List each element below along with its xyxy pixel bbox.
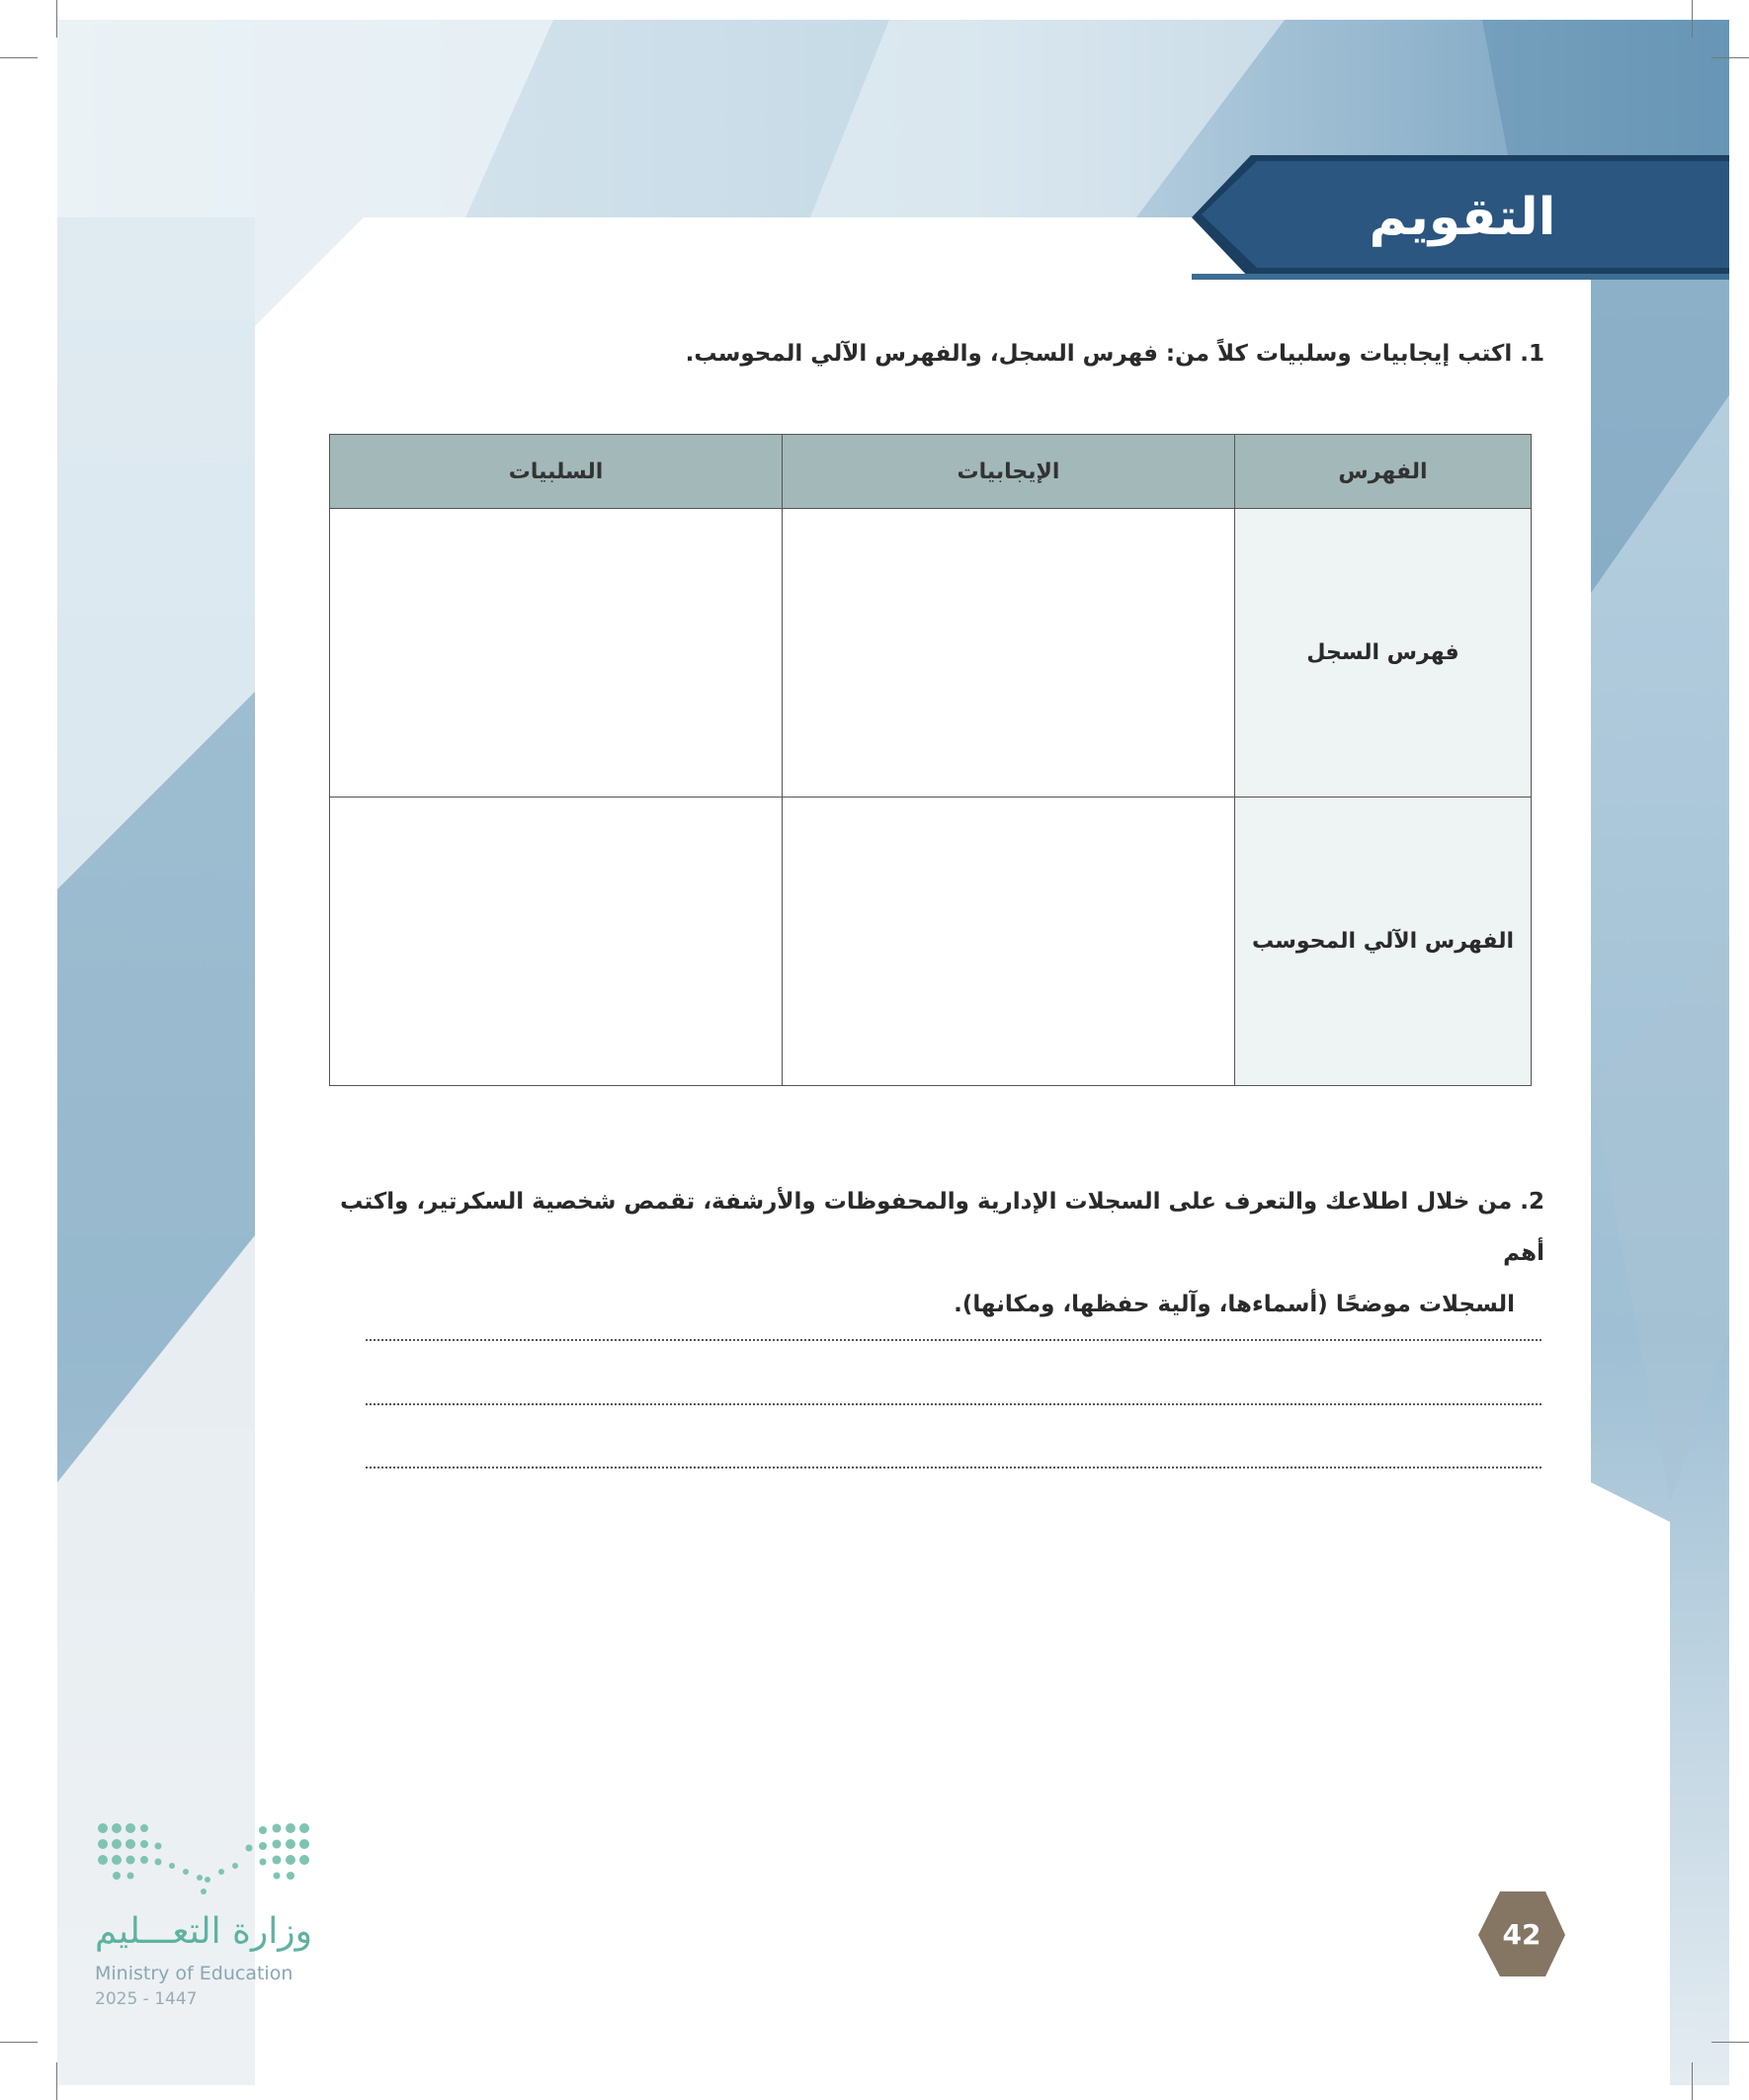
crop-mark	[1711, 57, 1749, 58]
cons-answer-cell[interactable]	[330, 509, 783, 798]
page-number: 42	[1502, 1918, 1541, 1951]
header-index: الفهرس	[1235, 435, 1532, 509]
answer-line[interactable]	[366, 1339, 1541, 1341]
academic-year: 2025 - 1447	[95, 1989, 198, 2009]
table-row	[330, 798, 1532, 1086]
question-2-text	[296, 1176, 1544, 1330]
pros-answer-cell[interactable]	[783, 509, 1235, 798]
header-pros: الإيجابيات	[783, 435, 1235, 509]
row-index-computer-catalog: الفهرس الآلي المحوسب	[1235, 798, 1532, 1086]
question-1-text: 1. اكتب إيجابيات وسلبيات كلاً من: فهرس السجل، والفهرس الآلي المحوسب.	[685, 341, 1544, 367]
table-header-row	[330, 435, 1532, 509]
cons-answer-cell[interactable]	[330, 798, 783, 1086]
crop-mark	[56, 0, 57, 38]
crop-mark	[56, 2062, 57, 2100]
header-cons: السلبيات	[330, 435, 783, 509]
answer-line[interactable]	[366, 1403, 1541, 1405]
crop-mark	[1711, 2042, 1749, 2043]
ministry-logo-icon	[97, 1820, 310, 1899]
pros-answer-cell[interactable]	[783, 798, 1235, 1086]
page-title: التقويم	[1369, 188, 1556, 247]
table-row	[330, 509, 1532, 798]
evaluation-table	[329, 434, 1532, 1086]
question-2-line-2: السجلات موضحًا (أسماءها، وآلية حفظها، ومكانها).	[954, 1292, 1515, 1317]
ministry-name-arabic: وزارة التعـــليم	[95, 1911, 313, 1952]
ministry-name-english: Ministry of Education	[95, 1963, 293, 1984]
crop-mark	[0, 2042, 38, 2043]
question-2-line-1: 2. من خلال اطلاعك والتعرف على السجلات الإدارية والمحفوظات والأرشفة، تقمص شخصية السكرتير، واكتب أهم	[340, 1189, 1544, 1266]
crop-mark	[0, 57, 38, 58]
crop-mark	[1692, 2062, 1693, 2100]
answer-line[interactable]	[366, 1467, 1541, 1469]
crop-mark	[1692, 0, 1693, 38]
row-index-record-catalog: فهرس السجل	[1235, 509, 1532, 798]
